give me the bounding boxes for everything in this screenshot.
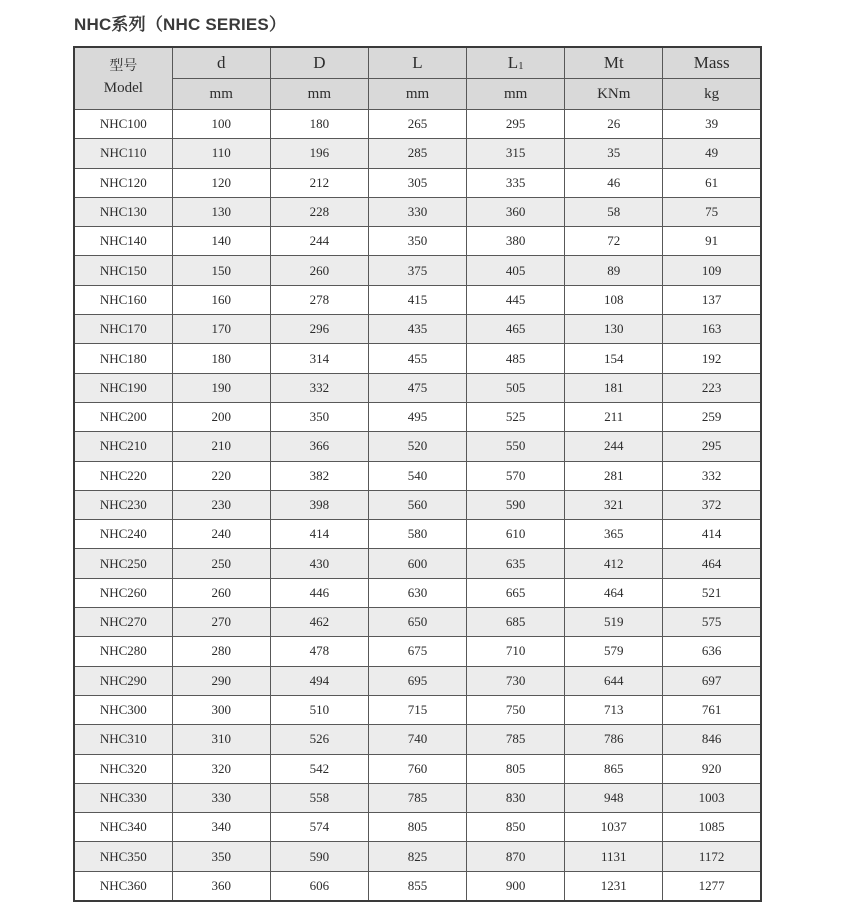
value-cell: 72: [565, 227, 663, 256]
value-cell: 574: [270, 813, 368, 842]
value-cell: 805: [368, 813, 466, 842]
value-cell: 240: [172, 520, 270, 549]
value-cell: 730: [467, 666, 565, 695]
value-cell: 360: [467, 197, 565, 226]
value-cell: 340: [172, 813, 270, 842]
value-cell: 39: [663, 110, 761, 139]
value-cell: 1003: [663, 783, 761, 812]
value-cell: 740: [368, 725, 466, 754]
value-cell: 366: [270, 432, 368, 461]
value-cell: 365: [565, 520, 663, 549]
value-cell: 321: [565, 490, 663, 519]
value-cell: 290: [172, 666, 270, 695]
value-cell: 1085: [663, 813, 761, 842]
column-header-d: [172, 47, 270, 79]
column-header-label: D: [313, 53, 326, 72]
value-cell: 137: [663, 285, 761, 314]
value-cell: 295: [663, 432, 761, 461]
table-row: [74, 783, 761, 812]
value-cell: 196: [270, 139, 368, 168]
model-cell: NHC290: [74, 666, 172, 695]
value-cell: 579: [565, 637, 663, 666]
value-cell: 805: [467, 754, 565, 783]
model-cell: NHC220: [74, 461, 172, 490]
model-cell: NHC210: [74, 432, 172, 461]
value-cell: 870: [467, 842, 565, 871]
value-cell: 230: [172, 490, 270, 519]
value-cell: 372: [663, 490, 761, 519]
value-cell: 636: [663, 637, 761, 666]
value-cell: 350: [368, 227, 466, 256]
value-cell: 644: [565, 666, 663, 695]
table-row: [74, 197, 761, 226]
model-cell: NHC230: [74, 490, 172, 519]
value-cell: 46: [565, 168, 663, 197]
value-cell: 542: [270, 754, 368, 783]
table-header-row-names: [74, 47, 761, 79]
value-cell: 606: [270, 871, 368, 901]
value-cell: 900: [467, 871, 565, 901]
value-cell: 412: [565, 549, 663, 578]
table-header: [74, 47, 761, 110]
value-cell: 785: [368, 783, 466, 812]
value-cell: 150: [172, 256, 270, 285]
value-cell: 630: [368, 578, 466, 607]
column-header-label: Mt: [603, 53, 624, 72]
model-cell: NHC150: [74, 256, 172, 285]
value-cell: 485: [467, 344, 565, 373]
value-cell: 180: [270, 110, 368, 139]
value-cell: 415: [368, 285, 466, 314]
value-cell: 360: [172, 871, 270, 901]
value-cell: 1277: [663, 871, 761, 901]
value-cell: 285: [368, 139, 466, 168]
value-cell: 478: [270, 637, 368, 666]
value-cell: 650: [368, 608, 466, 637]
value-cell: 35: [565, 139, 663, 168]
value-cell: 465: [467, 315, 565, 344]
value-cell: 110: [172, 139, 270, 168]
value-cell: 635: [467, 549, 565, 578]
value-cell: 200: [172, 402, 270, 431]
spec-table: [73, 46, 762, 902]
value-cell: 296: [270, 315, 368, 344]
value-cell: 190: [172, 373, 270, 402]
value-cell: 521: [663, 578, 761, 607]
table-row: [74, 842, 761, 871]
column-header-label: L: [507, 53, 519, 72]
value-cell: 570: [467, 461, 565, 490]
value-cell: 505: [467, 373, 565, 402]
value-cell: 305: [368, 168, 466, 197]
column-unit-mass: kg: [663, 79, 761, 110]
value-cell: 278: [270, 285, 368, 314]
value-cell: 250: [172, 549, 270, 578]
value-cell: 761: [663, 695, 761, 724]
value-cell: 281: [565, 461, 663, 490]
value-cell: 154: [565, 344, 663, 373]
column-unit-d: mm: [172, 79, 270, 110]
value-cell: 210: [172, 432, 270, 461]
value-cell: 61: [663, 168, 761, 197]
model-cell: NHC340: [74, 813, 172, 842]
model-cell: NHC300: [74, 695, 172, 724]
value-cell: 494: [270, 666, 368, 695]
column-header-l: [368, 47, 466, 79]
value-cell: 550: [467, 432, 565, 461]
value-cell: 332: [270, 373, 368, 402]
value-cell: 350: [172, 842, 270, 871]
table-row: [74, 666, 761, 695]
value-cell: 786: [565, 725, 663, 754]
value-cell: 525: [467, 402, 565, 431]
table-row: [74, 578, 761, 607]
value-cell: 948: [565, 783, 663, 812]
value-cell: 695: [368, 666, 466, 695]
value-cell: 295: [467, 110, 565, 139]
value-cell: 710: [467, 637, 565, 666]
column-header-mass: [663, 47, 761, 79]
column-header-label: Mass: [693, 53, 730, 72]
value-cell: 414: [270, 520, 368, 549]
value-cell: 1231: [565, 871, 663, 901]
table-header-row-units: [74, 79, 761, 110]
value-cell: 1037: [565, 813, 663, 842]
value-cell: 335: [467, 168, 565, 197]
column-header-model: [74, 47, 172, 110]
model-cell: NHC260: [74, 578, 172, 607]
column-header-l1: [467, 47, 565, 79]
value-cell: 445: [467, 285, 565, 314]
value-cell: 455: [368, 344, 466, 373]
page-title: NHC系列（NHC SERIES）: [74, 15, 287, 34]
column-header-label: L: [412, 53, 423, 72]
value-cell: 846: [663, 725, 761, 754]
value-cell: 163: [663, 315, 761, 344]
value-cell: 580: [368, 520, 466, 549]
model-cell: NHC310: [74, 725, 172, 754]
value-cell: 475: [368, 373, 466, 402]
model-cell: NHC360: [74, 871, 172, 901]
table-row: [74, 813, 761, 842]
column-unit-mt: KNm: [565, 79, 663, 110]
value-cell: 314: [270, 344, 368, 373]
value-cell: 785: [467, 725, 565, 754]
model-cell: NHC180: [74, 344, 172, 373]
value-cell: 610: [467, 520, 565, 549]
value-cell: 320: [172, 754, 270, 783]
value-cell: 495: [368, 402, 466, 431]
column-header-subscript: 1: [518, 60, 524, 72]
model-cell: NHC200: [74, 402, 172, 431]
value-cell: 590: [467, 490, 565, 519]
value-cell: 244: [565, 432, 663, 461]
table-row: [74, 520, 761, 549]
value-cell: 330: [172, 783, 270, 812]
model-cell: NHC120: [74, 168, 172, 197]
value-cell: 920: [663, 754, 761, 783]
value-cell: 1131: [565, 842, 663, 871]
value-cell: 685: [467, 608, 565, 637]
value-cell: 600: [368, 549, 466, 578]
value-cell: 526: [270, 725, 368, 754]
value-cell: 120: [172, 168, 270, 197]
model-cell: NHC240: [74, 520, 172, 549]
model-cell: NHC170: [74, 315, 172, 344]
value-cell: 560: [368, 490, 466, 519]
model-label-cn: 型号: [109, 59, 138, 75]
model-cell: NHC140: [74, 227, 172, 256]
model-cell: NHC130: [74, 197, 172, 226]
table-row: [74, 344, 761, 373]
table-row: [74, 608, 761, 637]
value-cell: 540: [368, 461, 466, 490]
value-cell: 228: [270, 197, 368, 226]
column-unit-l1: mm: [467, 79, 565, 110]
value-cell: 665: [467, 578, 565, 607]
value-cell: 332: [663, 461, 761, 490]
value-cell: 170: [172, 315, 270, 344]
value-cell: 715: [368, 695, 466, 724]
value-cell: 380: [467, 227, 565, 256]
value-cell: 180: [172, 344, 270, 373]
table-row: [74, 402, 761, 431]
table-row: [74, 285, 761, 314]
value-cell: 91: [663, 227, 761, 256]
value-cell: 520: [368, 432, 466, 461]
value-cell: 713: [565, 695, 663, 724]
table-row: [74, 373, 761, 402]
value-cell: 675: [368, 637, 466, 666]
value-cell: 350: [270, 402, 368, 431]
value-cell: 220: [172, 461, 270, 490]
value-cell: 181: [565, 373, 663, 402]
table-row: [74, 725, 761, 754]
value-cell: 108: [565, 285, 663, 314]
value-cell: 405: [467, 256, 565, 285]
value-cell: 49: [663, 139, 761, 168]
model-cell: NHC330: [74, 783, 172, 812]
value-cell: 100: [172, 110, 270, 139]
table-row: [74, 549, 761, 578]
value-cell: 315: [467, 139, 565, 168]
value-cell: 1172: [663, 842, 761, 871]
value-cell: 760: [368, 754, 466, 783]
value-cell: 697: [663, 666, 761, 695]
table-row: [74, 490, 761, 519]
column-unit-l: mm: [368, 79, 466, 110]
value-cell: 140: [172, 227, 270, 256]
model-cell: NHC160: [74, 285, 172, 314]
value-cell: 212: [270, 168, 368, 197]
value-cell: 558: [270, 783, 368, 812]
value-cell: 211: [565, 402, 663, 431]
value-cell: 750: [467, 695, 565, 724]
value-cell: 575: [663, 608, 761, 637]
value-cell: 259: [663, 402, 761, 431]
value-cell: 109: [663, 256, 761, 285]
value-cell: 260: [270, 256, 368, 285]
value-cell: 464: [663, 549, 761, 578]
model-cell: NHC250: [74, 549, 172, 578]
model-cell: NHC350: [74, 842, 172, 871]
value-cell: 590: [270, 842, 368, 871]
value-cell: 464: [565, 578, 663, 607]
value-cell: 330: [368, 197, 466, 226]
value-cell: 89: [565, 256, 663, 285]
value-cell: 160: [172, 285, 270, 314]
table-row: [74, 168, 761, 197]
table-row: [74, 695, 761, 724]
column-header-d: [270, 47, 368, 79]
table-row: [74, 315, 761, 344]
value-cell: 58: [565, 197, 663, 226]
model-cell: NHC320: [74, 754, 172, 783]
value-cell: 382: [270, 461, 368, 490]
value-cell: 244: [270, 227, 368, 256]
value-cell: 510: [270, 695, 368, 724]
value-cell: 265: [368, 110, 466, 139]
column-header-mt: [565, 47, 663, 79]
value-cell: 462: [270, 608, 368, 637]
table-row: [74, 871, 761, 901]
column-header-label: d: [216, 53, 226, 72]
value-cell: 192: [663, 344, 761, 373]
table-row: [74, 139, 761, 168]
model-label-en: Model: [103, 79, 143, 96]
value-cell: 398: [270, 490, 368, 519]
table-row: [74, 110, 761, 139]
value-cell: 855: [368, 871, 466, 901]
value-cell: 310: [172, 725, 270, 754]
value-cell: 430: [270, 549, 368, 578]
table-row: [74, 461, 761, 490]
table-row: [74, 256, 761, 285]
value-cell: 865: [565, 754, 663, 783]
table-row: [74, 754, 761, 783]
value-cell: 830: [467, 783, 565, 812]
value-cell: 75: [663, 197, 761, 226]
value-cell: 300: [172, 695, 270, 724]
value-cell: 280: [172, 637, 270, 666]
model-cell: NHC100: [74, 110, 172, 139]
value-cell: 435: [368, 315, 466, 344]
value-cell: 130: [565, 315, 663, 344]
value-cell: 414: [663, 520, 761, 549]
value-cell: 260: [172, 578, 270, 607]
page-container: [73, 10, 762, 902]
value-cell: 825: [368, 842, 466, 871]
model-cell: NHC280: [74, 637, 172, 666]
value-cell: 26: [565, 110, 663, 139]
model-cell: NHC110: [74, 139, 172, 168]
model-cell: NHC270: [74, 608, 172, 637]
table-body: [74, 110, 761, 902]
column-unit-d: mm: [270, 79, 368, 110]
value-cell: 446: [270, 578, 368, 607]
model-cell: NHC190: [74, 373, 172, 402]
table-row: [74, 637, 761, 666]
value-cell: 270: [172, 608, 270, 637]
table-row: [74, 432, 761, 461]
table-row: [74, 227, 761, 256]
value-cell: 223: [663, 373, 761, 402]
value-cell: 375: [368, 256, 466, 285]
value-cell: 850: [467, 813, 565, 842]
value-cell: 519: [565, 608, 663, 637]
value-cell: 130: [172, 197, 270, 226]
